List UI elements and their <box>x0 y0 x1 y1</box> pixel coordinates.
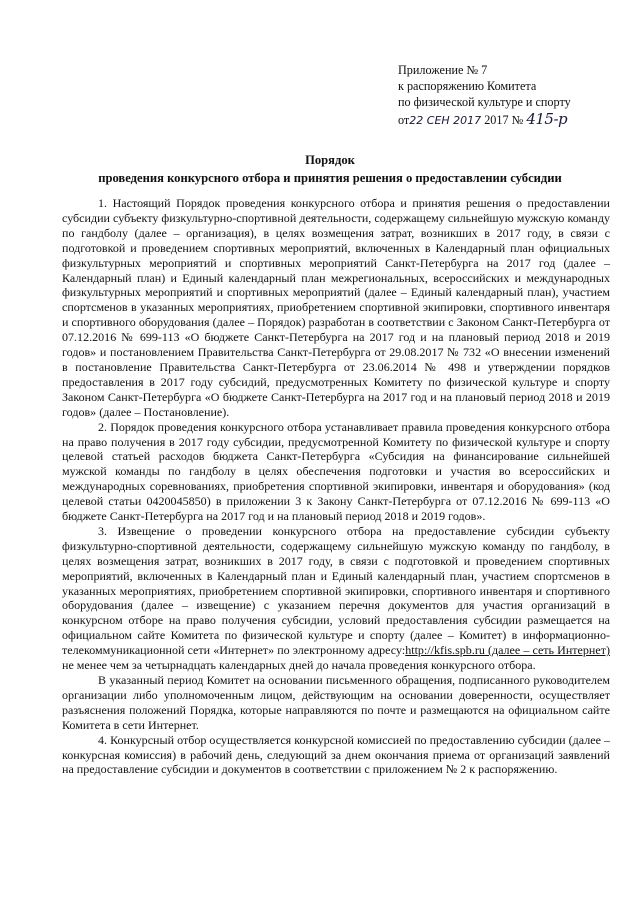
appendix-line-2: к распоряжению Комитета <box>398 79 537 94</box>
appendix-date-line <box>398 111 628 129</box>
document-title: Порядок <box>305 153 355 167</box>
paragraph-3 <box>62 524 610 673</box>
handwritten-number: 415-р <box>526 109 568 128</box>
paragraph-3-text: 3. Извещение о проведении конкурсного отбора на предоставление субсидии субъекту физкультурно-спортивной деятельности, содержащему сильнейшую мужскую команду по гандболу, в целях возмещения затрат, возникших в 2017 году, в связи с подготовкой и проведением спортивных мероприятий, включенных в Календарный план и Единый календарный план, участием спортсменов в указанных мероприятиях, приобретением спортивной экипировки, спортивного инвентаря и спортивного оборудования (далее – извещение) с указанием перечня документов для участия организаций в конкурсном отборе на право получения субсидии, условий предоставления субсидии размещается на официальном сайте Комитета по физической культуре и спорту (далее – Комитет) в информационно-телекоммуникационной сети «Интернет» по электронному адресу: <box>62 523 610 658</box>
appendix-header <box>398 62 628 129</box>
date-prefix: от <box>398 112 410 127</box>
document-body <box>62 196 610 777</box>
appendix-line-3: по физической культуре и спорту <box>398 95 571 110</box>
handwritten-date: 22 СЕН 2017 <box>409 113 482 127</box>
paragraph-4: В указанный период Комитет на основании письменного обращения, подписанного руководителем организации либо уполномоченным лицом, действующим на основании доверенности, осуществляет разъяснения положений Порядка, которые направляются по почте и размещаются на официальном сайте Комитета в сети Интернет. <box>62 673 610 732</box>
paragraph-3-tail: не менее чем за четырнадцать календарных дней до начала проведения конкурсного отбора. <box>62 658 536 673</box>
paragraph-1: 1. Настоящий Порядок проведения конкурсного отбора и принятия решения о предоставлении субсидии субъекту физкультурно-спортивной деятельности, содержащему сильнейшую мужскую команду по гандболу (далее – организация), в целях возмещения затрат, возникших в 2017 году, в связи с подготовкой и проведением спортивных мероприятий, включенных в Календарный план официальных физкультурных мероприятий и спортивных мероприятий Санкт-Петербурга на 2017 год (далее – Календарный план) и Единый календарный план межрегиональных, всероссийских и международных физкультурных мероприятий и спортивных мероприятий (далее – Единый календарный план), участием спортсменов в указанных мероприятиях, приобретением спортивной экипировки, спортивного инвентаря и спортивного оборудования (далее – Порядок) разработан в соответствии с Законом Санкт-Петербурга от 07.12.2016 № 699-113 «О бюджете Санкт-Петербурга на 2017 год и на плановый период 2018 и 2019 годов» и постановлением Правительства Санкт-Петербурга от 29.08.2017 № 732 «О внесении изменений в постановление Правительства Санкт-Петербурга от 23.06.2014 № 498 и утверждении порядков предоставления в 2017 году субсидий, предусмотренных Комитету по физической культуре и спорту Законом Санкт-Петербурга «О бюджете Санкт-Петербурга на 2017 год и на плановый период 2018 и 2019 годов» (далее – Постановление). <box>62 196 610 419</box>
appendix-line-1: Приложение № 7 <box>398 63 488 77</box>
document-subtitle: проведения конкурсного отбора и принятия решения о предоставлении субсидии <box>98 171 562 185</box>
date-year-label: 2017 № <box>484 112 524 127</box>
website-link[interactable]: http://kfis.spb.ru (далее – сеть Интернет) <box>405 643 610 658</box>
paragraph-5: 4. Конкурсный отбор осуществляется конкурсной комиссией по предоставлению субсидии (далее – конкурсная комиссия) в рабочий день, следующий за днем окончания приема от организаций заявлений на предоставление субсидии и документов в соответствии с приложением № 2 к распоряжению. <box>62 732 610 777</box>
paragraph-2: 2. Порядок проведения конкурсного отбора устанавливает правила проведения конкурсного отбора на право получения в 2017 году субсидии, предусмотренной Комитету по физической культуре и спорту целевой статьей расходов бюджета Санкт-Петербурга «Субсидия на финансирование сильнейшей мужской команды по гандболу в целях обеспечения подготовки и участия во всероссийских и международных соревнованиях, приобретения спортивной экипировки, инвентаря и оборудования» (код целевой статьи 0420045850) в приложении 3 к Закону Санкт-Петербурга от 07.12.2016 № 699-113 «О бюджете Санкт-Петербурга на 2017 год и на плановый период 2018 и 2019 годов». <box>62 419 610 524</box>
